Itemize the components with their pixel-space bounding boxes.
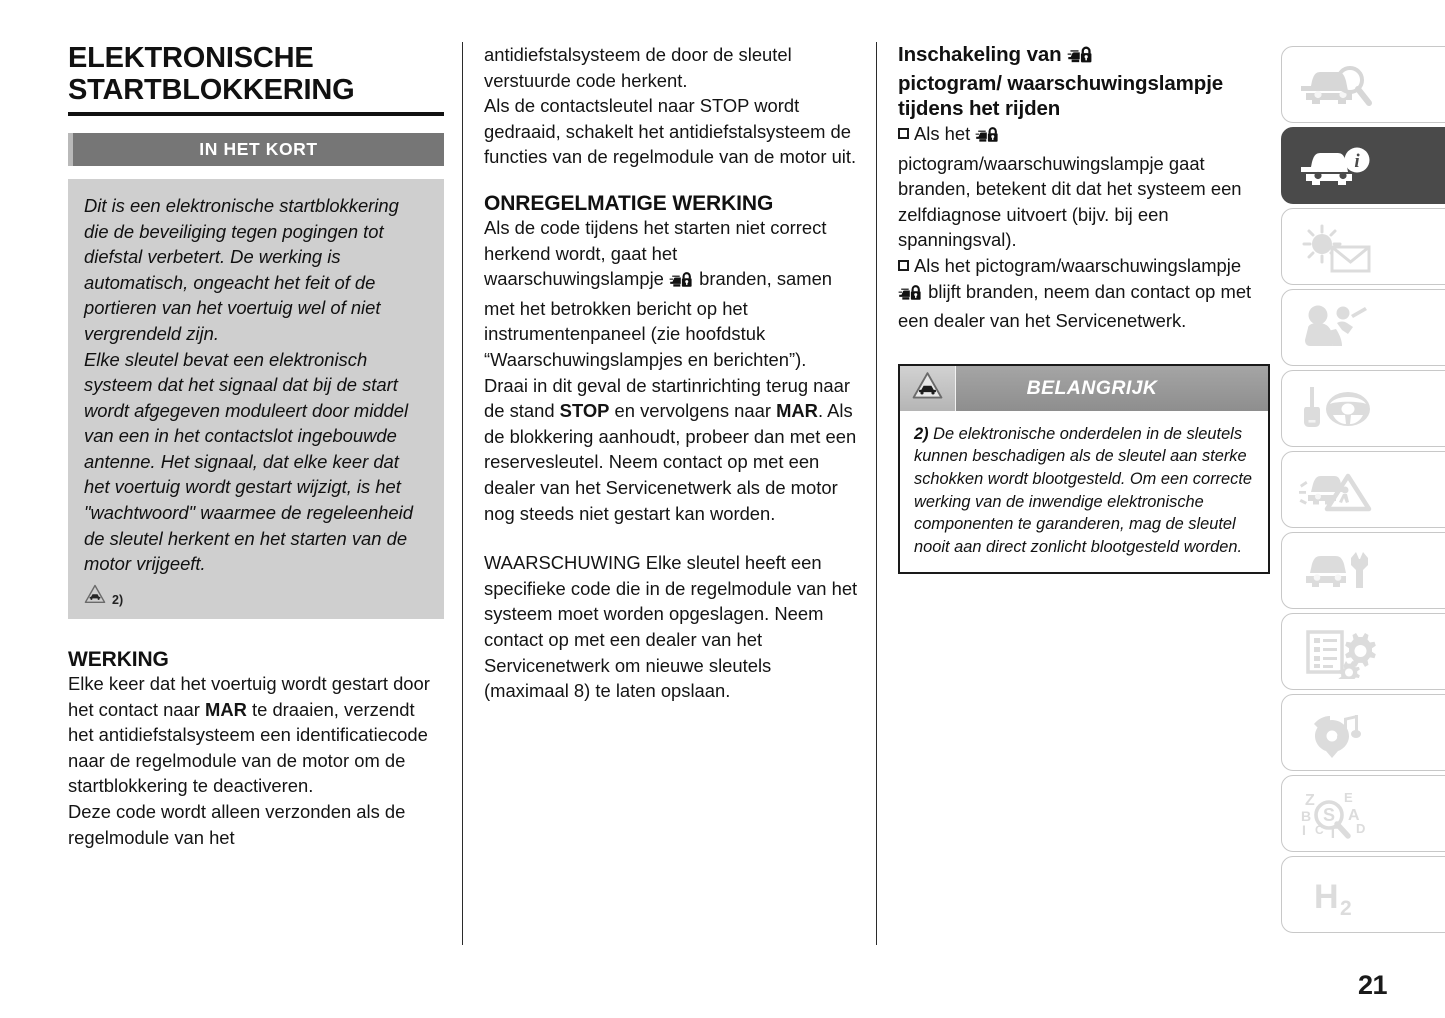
onreg-p2-part-b: en vervolgens naar — [609, 400, 777, 422]
onreg-p2-part-a: Draai in dit geval de startinrichting terug naar de stand — [484, 374, 850, 422]
werking-p1-part-a: Elke keer dat het voertuig wordt gestart door het contact naar — [68, 672, 430, 720]
footnote-marker: 2) — [112, 592, 124, 607]
tab-car-inspect[interactable] — [1281, 46, 1445, 123]
werking-p1-part-b: te draaien, verzendt het antidiefstalsysteem een identificatiecode naar de regelmodule van de motor om de startblokkering te deactiveren. — [68, 698, 428, 797]
svg-text:I: I — [1302, 821, 1306, 838]
important-marker: 2) — [914, 424, 929, 443]
onreg-p2-bold-stop: STOP — [559, 400, 610, 422]
tab-car-info[interactable] — [1281, 127, 1445, 204]
climate-icon — [1296, 220, 1376, 274]
continuation-paragraph-2: Als de contactsleutel naar STOP wordt gedraaid, schakelt het antidiefstalsysteem de functies van de regelmodule van de motor uit. — [484, 95, 857, 168]
hydrogen-h2-icon — [1296, 870, 1376, 920]
car-info-icon — [1296, 140, 1376, 192]
specs-gears-icon — [1296, 625, 1376, 679]
heading-onregelmatige-werking: ONREGELMATIGE WERKING — [484, 191, 774, 215]
column-two — [484, 42, 860, 704]
car-lock-pictogram-icon-b1 — [975, 125, 1000, 151]
tab-roadside-emergency[interactable] — [1281, 451, 1445, 528]
onregelmatige-paragraph-2 — [484, 373, 860, 527]
infotainment-music-icon — [1296, 706, 1376, 760]
svg-text:H: H — [1314, 877, 1339, 916]
bullet-item-2 — [898, 253, 1270, 334]
werking-paragraph-2: Deze code wordt alleen verzonden als de regelmodule van het — [68, 800, 406, 848]
alphabetical-index-icon — [1296, 787, 1382, 841]
important-body — [900, 411, 1268, 573]
bullet1-part-a: Als het — [914, 123, 976, 144]
important-callout-box — [898, 364, 1270, 575]
waarschuwing-paragraph: WAARSCHUWING Elke sleutel heeft een specifieke code die in de regelmodule van het systeem moet worden opgeslagen. Neem contact op met een dealer van het Servicenetwerk om nieuwe sleutels (maximaal 8) te laten opslaan. — [484, 552, 858, 702]
heading-inschakeling — [898, 42, 1270, 121]
intro-paragraph-1: Dit is een elektronische startblokkering die de beveiliging tegen pogingen tot diefstal verbetert. De werking is automatisch, ongeacht het feit of de portieren van het voertuig wel of niet vergrendeld zijn. — [84, 194, 399, 344]
important-icon-cell — [900, 366, 956, 411]
continuation-paragraph-1: antidiefstalsysteem de door de sleutel verstuurde code herkent. — [484, 44, 792, 91]
section-banner-label: IN HET KORT — [199, 138, 318, 159]
svg-text:Z: Z — [1305, 791, 1315, 809]
key-steering-wheel-icon — [1296, 382, 1376, 436]
tab-alphabetical-index[interactable] — [1281, 775, 1445, 852]
car-inspect-icon — [1296, 59, 1376, 111]
heading-inschakeling-part-a: Inschakeling van — [898, 43, 1068, 66]
tab-climate[interactable] — [1281, 208, 1445, 285]
car-wrench-icon — [1296, 544, 1376, 598]
page-number: 21 — [1357, 970, 1387, 1000]
svg-text:E: E — [1344, 789, 1353, 805]
bullet2-part-a: Als het pictogram/waarschuwingslampje — [914, 254, 1242, 276]
bullet1-part-b: pictogram/waarschuwingslampje gaat branden, betekent dit dat het systeem een zelfdiagnose uitvoert (bijv. bij een spanningsval). — [898, 152, 1242, 251]
onregelmatige-paragraph-1 — [484, 215, 860, 373]
intro-grey-box — [68, 179, 444, 619]
tab-technical-specs[interactable] — [1281, 613, 1445, 690]
car-lock-pictogram-icon — [669, 270, 694, 296]
tab-maintenance[interactable] — [1281, 532, 1445, 609]
svg-text:i: i — [1354, 150, 1360, 172]
column-divider-2 — [876, 42, 877, 945]
svg-text:A: A — [1348, 806, 1360, 824]
column-divider-1 — [462, 42, 463, 945]
car-warning-triangle-icon — [1296, 463, 1376, 517]
warning-triangle-car-icon — [84, 584, 106, 609]
important-title: BELANGRIJK — [1026, 376, 1158, 399]
square-bullet-icon — [898, 128, 909, 139]
onreg-p1-part-a: Als de code tijdens het starten niet correct herkend wordt, gaat het waarschuwingslampje — [484, 217, 827, 290]
important-text — [914, 423, 1254, 559]
svg-text:C: C — [1315, 822, 1324, 837]
onreg-p2-bold-mar: MAR — [776, 400, 818, 422]
onreg-p2-part-c: . Als de blokkering aanhoudt, probeer dan met een reservesleutel. Neem contact op met een dealer van het Servicenetwerk als de motor nog steeds niet gestart kan worden. — [484, 400, 857, 524]
werking-p1-bold: MAR — [205, 698, 247, 720]
column-three — [898, 42, 1270, 574]
heading-inschakeling-part-b: pictogram/ waarschuwingslampje tijdens het rijden — [898, 72, 1224, 120]
svg-text:S: S — [1322, 804, 1336, 825]
werking-paragraph-1 — [68, 671, 444, 799]
svg-text:D: D — [1356, 820, 1366, 836]
warning-triangle-car-icon-header — [911, 371, 944, 405]
title-underline — [68, 112, 444, 116]
svg-text:T: T — [1328, 824, 1338, 841]
car-lock-pictogram-icon-b2 — [898, 283, 923, 309]
airbag-seatbelt-icon — [1296, 301, 1376, 355]
tab-key-steering[interactable] — [1281, 370, 1445, 447]
car-lock-pictogram-icon-heading — [1067, 44, 1094, 71]
tab-airbag-seatbelt[interactable] — [1281, 289, 1445, 366]
paragraph-spacer — [484, 526, 860, 550]
chapter-tabs-sidebar — [1281, 46, 1445, 937]
intro-paragraph-2: Elke sleutel bevat een elektronisch systeem dat het signaal dat bij de start wordt afgegeven moduleert door middel van een in het contactslot ingebouwde antenne. Het signaal, dat elke keer dat het voertuig wordt gestart wijzigt, is het "wachtwoord" waarmee de regeleenheid de sleutel herkent en het starten van de motor vrijgeeft. — [84, 348, 413, 575]
column-one — [68, 42, 444, 850]
important-header — [900, 366, 1268, 411]
bullet-item-1 — [898, 121, 1270, 253]
heading-werking: WERKING — [68, 647, 169, 671]
svg-text:B: B — [1301, 807, 1312, 824]
section-banner — [68, 133, 444, 166]
bullet2-part-b: blijft branden, neem dan contact op met een dealer van het Servicenetwerk. — [898, 280, 1252, 332]
svg-text:2: 2 — [1340, 896, 1352, 920]
footnote-row — [84, 583, 428, 609]
square-bullet-icon-2 — [898, 260, 909, 271]
onreg-p1-part-b: branden, samen met het betrokken bericht op het instrumentenpaneel (zie hoofdstuk “Waarschuwingslampjes en berichten”). — [484, 268, 833, 371]
page-title: ELEKTRONISCHE STARTBLOKKERING — [68, 42, 355, 107]
tab-infotainment[interactable] — [1281, 694, 1445, 771]
tab-hydrogen[interactable] — [1281, 856, 1445, 933]
important-body-text: De elektronische onderdelen in de sleutels kunnen beschadigen als de sleutel aan sterke schokken wordt blootgesteld. Om een correcte werking van de inwendige elektronische componenten te garanderen, mag de sleutel nooit aan direct zonlicht blootgesteld worden. — [914, 424, 1253, 556]
